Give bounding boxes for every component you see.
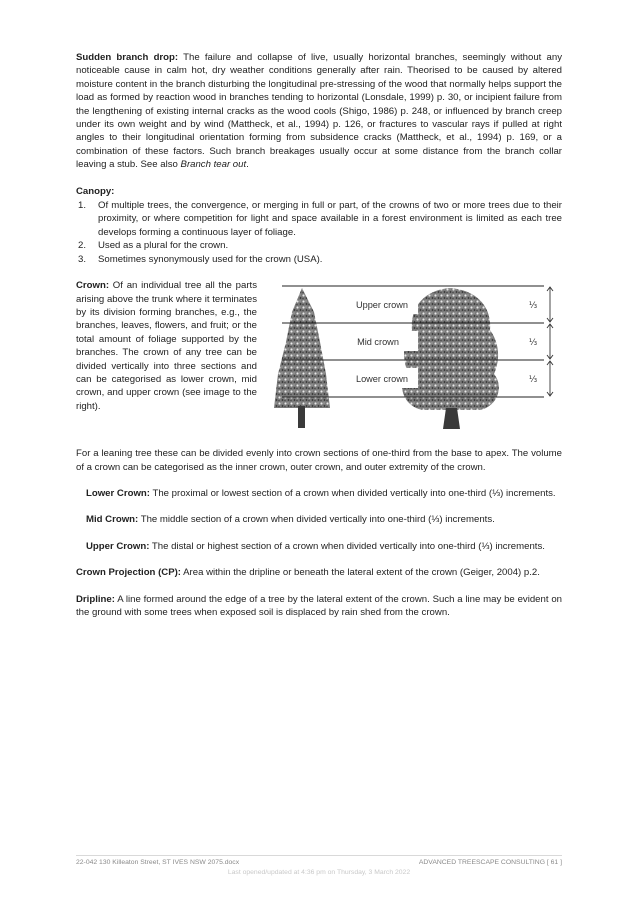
footer-company-page: ADVANCED TREESCAPE CONSULTING [ 61 ] bbox=[418, 859, 562, 866]
list-text: Sometimes synonymously used for the crown (USA). bbox=[98, 253, 323, 265]
footer-last-updated: Last opened/updated at 4:36 pm on Thursday, 3 March 2022 bbox=[227, 869, 411, 876]
lower-crown-label: Lower crown bbox=[355, 374, 409, 385]
list-number: 2. bbox=[78, 240, 87, 252]
term-crown: Crown: bbox=[76, 280, 110, 292]
sentence-end: . bbox=[246, 159, 249, 171]
list-number: 1. bbox=[78, 200, 87, 212]
conifer-tree-image bbox=[274, 288, 330, 428]
canopy-list bbox=[76, 199, 562, 266]
canopy-heading: Canopy: bbox=[76, 185, 115, 197]
mid-crown-definition bbox=[86, 513, 562, 526]
sudden-branch-drop-definition bbox=[76, 51, 562, 172]
mid-crown-label: Mid crown bbox=[357, 337, 399, 348]
sudden-branch-drop-text: The failure and collapse of live, usually horizontal branches, seemingly without any noticeable cause in calm hot, dry weather conditions generally after rain. Theorised to be caused by altered moisture content in the branch disturbing the longitudinal pre-stressing of the wood that normally helps support the load as formed by reaction wood in branches tending to horizontal (Lonsdale, 1999) p. 30, or incipient failure from the lengthening of existing internal cracks as the wood cools (Shigo, 1986) p. 248, or influenced by branch creep under its own weight and by wind (Mattheck, et al., 1994) p. 126, or fractures to vascular rays if pulled at right angles to their longitudinal orientation forming from subsidence cracks (Mattheck, et al., 1994) p. 169, or a combination of these factors. Such branch breakages usually occur at some distance from the branch collar leaving a stub. See also bbox=[76, 52, 562, 171]
lower-crown-definition bbox=[86, 487, 562, 500]
term-crown-projection: Crown Projection (CP): bbox=[76, 567, 181, 579]
page-footer bbox=[76, 855, 562, 878]
mid-crown-text: The middle section of a crown when divided vertically into one-third (⅓) increments. bbox=[138, 514, 495, 526]
lower-crown-text: The proximal or lowest section of a crown when divided vertically into one-third (⅓) increments. bbox=[149, 487, 556, 499]
upper-crown-definition bbox=[86, 540, 562, 553]
term-mid-crown: Mid Crown: bbox=[86, 514, 139, 526]
one-third-label: ⅓ bbox=[528, 375, 538, 386]
list-item bbox=[76, 239, 562, 252]
list-item bbox=[76, 253, 562, 266]
crown-sections-figure bbox=[272, 282, 562, 434]
dripline-definition bbox=[76, 593, 562, 620]
document-page bbox=[76, 51, 562, 619]
dripline-text: A line formed around the edge of a tree by the lateral extent of the crown. Such a line may be evident on the ground with some trees when exposed soil is displaced by rain shed from the crown. bbox=[76, 593, 562, 618]
one-third-label: ⅓ bbox=[528, 338, 538, 349]
term-sudden-branch-drop: Sudden branch drop: bbox=[76, 52, 179, 63]
dimension-arrows bbox=[547, 287, 553, 396]
upper-crown-text: The distal or highest section of a crown when divided vertically into one-third (⅓) increments. bbox=[149, 540, 545, 552]
term-dripline: Dripline: bbox=[76, 593, 115, 605]
term-upper-crown: Upper Crown: bbox=[86, 540, 150, 552]
list-text: Used as a plural for the crown. bbox=[98, 240, 229, 252]
list-item bbox=[76, 199, 562, 239]
see-also-link: Branch tear out bbox=[180, 159, 247, 171]
crown-text: Of an individual tree all the parts arising above the trunk where it terminates by its division forming branches, e.g., the branches, leaves, flowers, and fruit; or the total amount of foliage supported by the branches. The crown of any tree can be divided vertically into three sections and can be categorised as lower crown, mid crown, and upper crown (see image to the right). bbox=[76, 280, 257, 412]
term-lower-crown: Lower Crown: bbox=[86, 487, 150, 499]
upper-crown-label: Upper crown bbox=[355, 300, 409, 311]
crown-definition bbox=[76, 279, 257, 434]
list-number: 3. bbox=[78, 253, 87, 265]
crown-projection-text: Area within the dripline or beneath the lateral extent of the crown (Geiger, 2004) p.2. bbox=[181, 567, 540, 579]
crown-section bbox=[76, 279, 562, 434]
crown-projection-definition bbox=[76, 566, 562, 579]
footer-filename: 22-042 130 Killeaton Street, ST IVES NSW 2075.docx bbox=[76, 859, 240, 866]
list-text: Of multiple trees, the convergence, or merging in full or part, of the crowns of two or more trees due to their proximity, or where competition for light and space available in a forest environment is limited as each tree develops forming a continuous layer of foliage. bbox=[98, 200, 562, 238]
leaning-tree-paragraph: For a leaning tree these can be divided evenly into crown sections of one-third from the base to apex. The volume of a crown can be categorised as the inner crown, outer crown, and outer extremity of the crown. bbox=[76, 448, 562, 473]
crown-diagram bbox=[272, 282, 562, 434]
one-third-label: ⅓ bbox=[528, 301, 538, 312]
